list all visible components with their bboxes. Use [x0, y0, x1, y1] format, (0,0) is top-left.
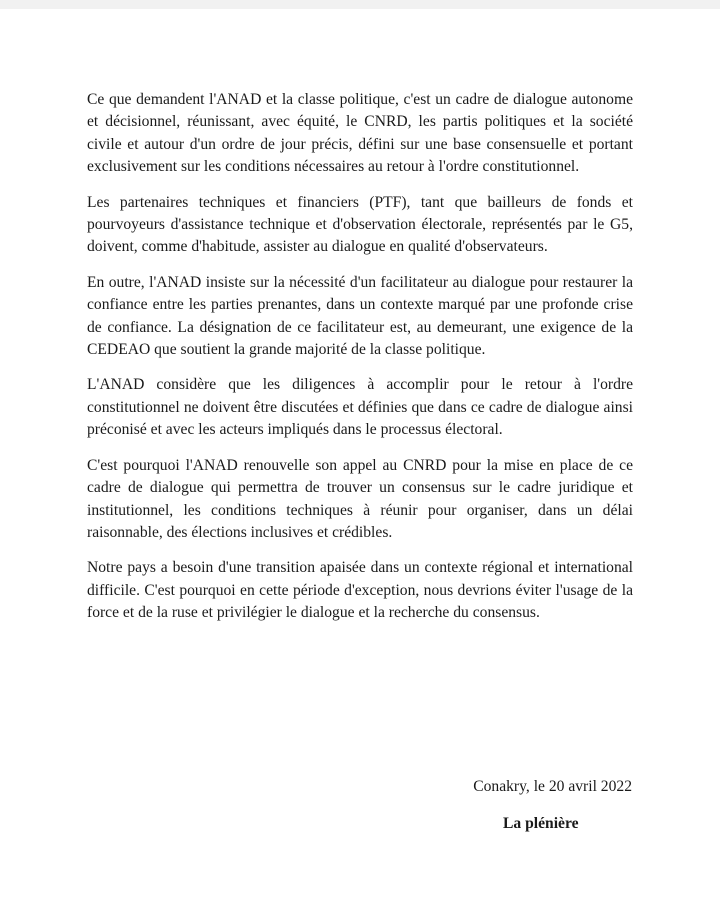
paragraph-1: Ce que demandent l'ANAD et la classe politique, c'est un cadre de dialogue autonome et décisionnel, réunissant, avec équité, le CNRD, les partis politiques et la société civile et autour d'un ordre de jour précis, défini sur une base consensuelle et portant exclusivement sur les conditions nécessaires au retour à l'ordre constitutionnel.	[87, 91, 633, 176]
paragraph-5: C'est pourquoi l'ANAD renouvelle son appel au CNRD pour la mise en place de ce cadre de dialogue qui permettra de trouver un consensus sur le cadre juridique et institutionnel, les conditions techniques à réunir pour organiser, dans un délai raisonnable, des élections inclusives et crédibles.	[87, 456, 633, 541]
paragraph-3: En outre, l'ANAD insiste sur la nécessité d'un facilitateur au dialogue pour restaurer la confiance entre les parties prenantes, dans un contexte marqué par une profonde crise de confiance. La désignation de ce facilitateur est, au demeurant, une exigence de la CEDEAO que soutient la grande majorité de la classe politique.	[87, 273, 633, 359]
place-date: Conakry, le 20 avril 2022	[473, 778, 632, 795]
signatory: La plénière	[503, 815, 579, 832]
paragraph-2: Les partenaires techniques et financiers (PTF), tant que bailleurs de fonds et pourvoyeurs d'assistance technique et d'observation électorale, représentés par le G5, doivent, comme d'habitude, assister au dialogue en qualité d'observateurs.	[87, 193, 633, 256]
paragraph-4: L'ANAD considère que les diligences à accomplir pour le retour à l'ordre constitutionnel ne doivent être discutées et définies que dans ce cadre de dialogue ainsi préconisé et avec les acteurs impliqués dans le processus électoral.	[87, 376, 633, 439]
document-body	[87, 89, 633, 638]
top-strip	[0, 0, 720, 9]
paragraph-6: Notre pays a besoin d'une transition apaisée dans un contexte régional et international difficile. C'est pourquoi en cette période d'exception, nous devrions éviter l'usage de la force et de la ruse et privilégier le dialogue et la recherche du consensus.	[87, 559, 633, 622]
